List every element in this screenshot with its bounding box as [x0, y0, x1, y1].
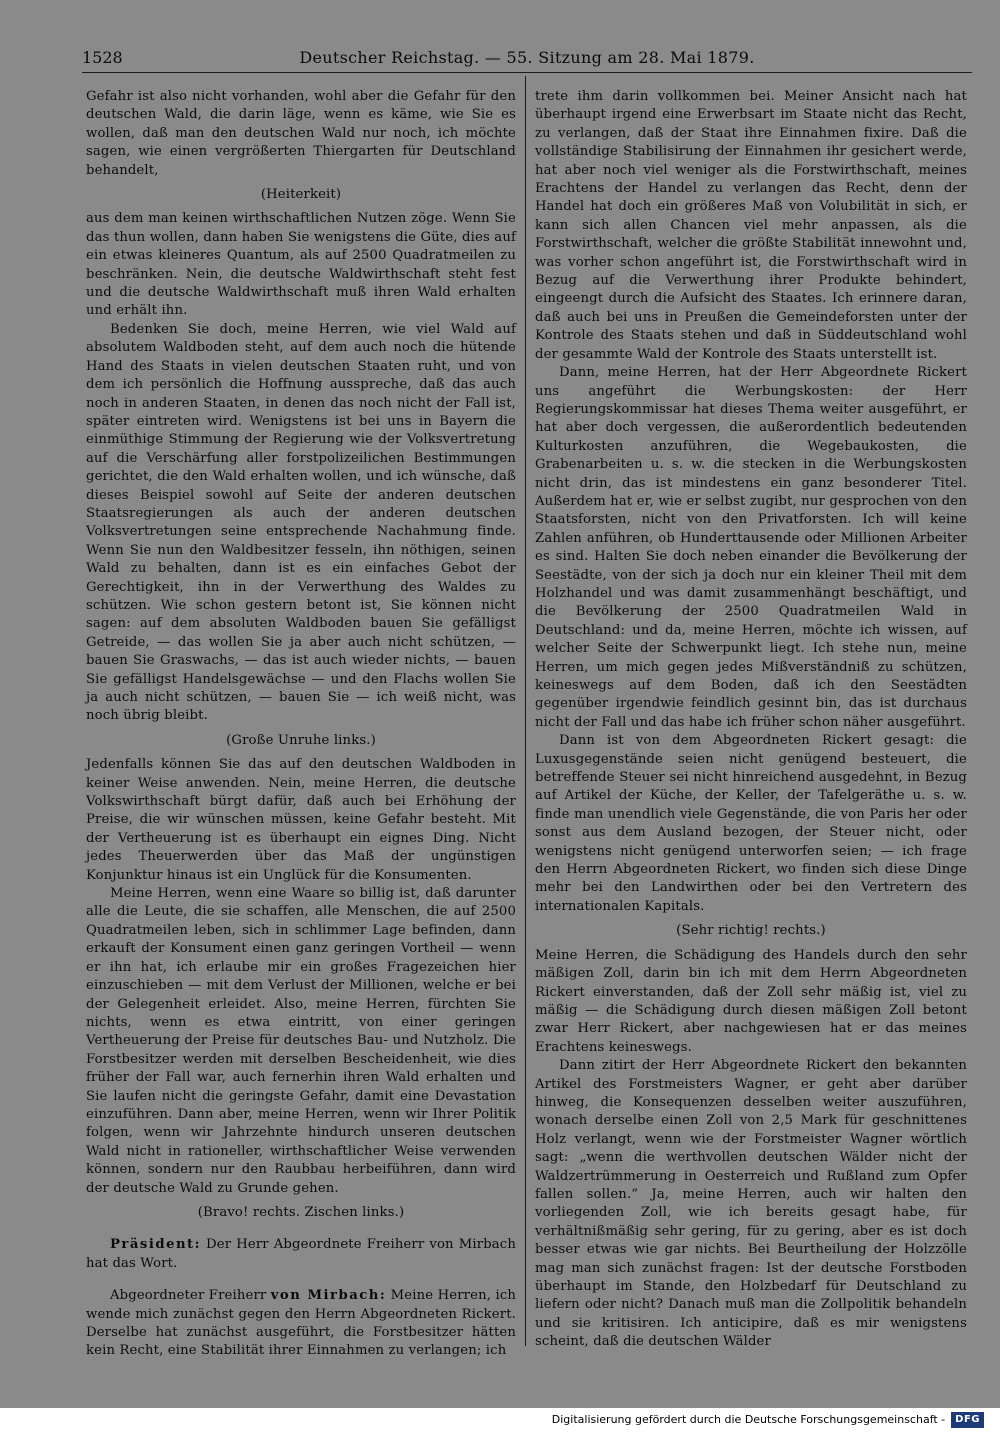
column-divider	[525, 76, 526, 1346]
body-paragraph: Meine Herren, wenn eine Waare so billig ist, daß darunter alle die Leute, die sie schaffen, alle Menschen, die auf 2500 Quadratmeilen leben, sich in schlimmer Lage befinden, dann erkauft der Konsument einen ganz geringen Vortheil — wenn er ihn hat, ich erlaube mir ein großes Fragezeichen hier einzuschieben — mit dem Verlust der Millionen, welche er bei der Gelegenheit erleidet. Also, meine Herren, fürchten Sie nichts, wenn es etwa eintritt, von einer geringen Vertheuerung der Preise für deutsches Bau- und Nutzholz. Die Forstbesitzer werden mit derselben Bescheidenheit, wie dies früher der Fall war, auch fernerhin ihren Wald erhalten und Sie laufen nicht die geringste Gefahr, damit eine Devastation einzuführen. Dann aber, meine Herren, wenn wir Ihrer Politik folgen, wenn wir Jahrzehnte hindurch unseren deutschen Wald nicht in rationeller, wirthschaftlicher Weise verwenden können, sondern nur den Raubbau herbeiführen, dann wird der deutsche Wald zu Grunde gehen.	[86, 886, 516, 1196]
body-paragraph: Gefahr ist also nicht vorhanden, wohl aber die Gefahr für den deutschen Wald, die darin läge, wenn es käme, wie Sie es wollen, daß man den deutschen Wald nur noch, ich möchte sagen, wie einen vergrößerten Thiergarten für Deutschland behandelt,	[86, 89, 516, 178]
body-paragraph: Jedenfalls können Sie das auf den deutschen Waldboden in keiner Weise anwenden. Nein, meine Herren, die deutsche Volkswirthschaft bürgt dafür, daß auch bei Erhöhung der Preise, die wir wünschen müssen, keine Gefahr besteht. Mit der Vertheuerung ist es überhaupt ein eignes Ding. Nicht jedes Theuerwerden über das Maß der ungünstigen Konjunktur hinaus ist ein Unglück für die Konsumenten.	[86, 757, 516, 883]
interjection: (Große Unruhe links.)	[226, 732, 376, 748]
footer-text: Digitalisierung gefördert durch die Deutsche Forschungsgemeinschaft -	[551, 1413, 946, 1426]
interjection: (Heiterkeit)	[260, 187, 342, 203]
body-paragraph: Bedenken Sie doch, meine Herren, wie viel Wald auf absolutem Waldboden steht, auf dem auch noch die hütende Hand des Staats in vielen deutschen Staaten ruht, und von dem ich persönlich die Hoffnung ausspreche, daß das auch noch in anderen Staaten, in denen das noch nicht der Fall ist, später eintreten wird. Wenigstens ist bei uns in Bayern die einmüthige Stimmung der Regierung wie der Volksvertretung auf die Verschärfung aller forstpolizeilichen Bestimmungen gerichtet, die den Wald erhalten wollen, und ich wünsche, daß dieses Beispiel sowohl auf Seite der anderen deutschen Staatsregierungen als auch der anderen deutschen Volksvertretungen seine entsprechende Nachahmung finde. Wenn Sie nun den Waldbesitzer fesseln, ihn nöthigen, seinen Wald zu behalten, dann ist es ein einfaches Gebot der Gerechtigkeit, ihn in der Verwerthung des Waldes zu schützen. Wie schon gestern betont ist, Sie können nicht sagen: auf dem absoluten Waldboden bauen Sie gefälligst Getreide, — das wollen Sie ja aber auch nicht schützen, — bauen Sie Graswachs, — das ist auch wieder nichts, — bauen Sie gefälligst Handelsgewächse — und den Flachs wollen Sie ja auch nicht schützen, — bauen Sie — ich weiß nicht, was noch übrig bleibt.	[86, 321, 516, 724]
body-paragraph: Dann ist von dem Abgeordneten Rickert gesagt: die Luxusgegenstände seien nicht genügend besteuert, die betreffende Steuer sei nicht hinreichend ausgedehnt, in Bezug auf Artikel der Küche, der Keller, der Tafelgeräthe u. s. w. finde man unendlich viele Gegenstände, die von Paris her oder sonst aus dem Ausland bezogen, der Steuer nicht, oder wenigstens nicht genügend unterworfen seien; — ich frage den Herrn Abgeordneten Rickert, wo finden sich diese Dinge mehr bei den Landwirthen oder bei den Vertretern des internationalen Kapitals.	[535, 733, 967, 914]
body-paragraph: trete ihm darin vollkommen bei. Meiner Ansicht nach hat überhaupt irgend eine Erwerbsart im Staate nicht das Recht, zu verlangen, daß der Staat ihre Einnahmen fixire. Daß die vollständige Stabilisirung der Einnahmen ihr gesichert werde, hat aber noch viel weniger als die Forstwirthschaft, meines Erachtens der Handel zu verlangen das Recht, denn der Handel hat doch ein größeres Maß von Volubilität in sich, er kann sich allen Chancen viel mehr anpassen, als die Forstwirthschaft, welcher die größte Stabilität innewohnt und, was vorher schon angeführt ist, die Forstwirthschaft wird in Bezug auf die Verwerthung ihrer Produkte behindert, eingeengt durch die Aufsicht des Staates. Ich erinnere daran, daß auch bei uns in Preußen die Gemeindeforsten unter der Kontrole des Staats stehen und daß in Süddeutschland wohl der gesammte Wald der Kontrole des Staats unterstellt ist.	[535, 89, 967, 362]
header-rule	[82, 72, 972, 73]
speaker-paragraph	[86, 1236, 516, 1273]
speaker-text: Meine Herren, ich wende mich zunächst gegen den Herrn Abgeordneten Rickert. Derselbe hat zunächst ausgeführt, die Forstbesitzer hätten kein Recht, eine Stabilität ihrer Einnahmen zu verlangen; ich	[86, 1288, 516, 1359]
speaker-name: Präsident:	[110, 1237, 202, 1253]
speaker-prefix: Abgeordneter Freiherr	[110, 1288, 271, 1304]
interjection: (Sehr richtig! rechts.)	[676, 923, 826, 939]
speaker-name: von Mirbach:	[270, 1288, 387, 1304]
body-paragraph: Dann, meine Herren, hat der Herr Abgeordnete Rickert uns angeführt die Werbungskosten: der Herr Regierungskommissar hat dieses Thema weiter ausgeführt, er hat aber doch vergessen, die außerordentlich bedeutenden Kulturkosten anzuführen, die Wegebaukosten, die Grabenarbeiten u. s. w. die stecken in die Werbungskosten nicht drin, das ist mindestens ein ganz besonderer Titel. Außerdem hat er, wie er selbst zugibt, nur gesprochen von den Staatsforsten, nicht von den Privatforsten. Ich will keine Zahlen anführen, ob Hunderttausende oder Millionen Arbeiter es sind. Halten Sie doch neben einander die Bevölkerung der Seestädte, von der sich ja doch nur ein kleiner Theil mit dem Holzhandel und was damit zusammenhängt beschäftigt, und die Bevölkerung der 2500 Quadratmeilen Wald in Deutschland: und da, meine Herren, möchte ich wissen, auf welcher Seite der Schwerpunkt liegt. Ich stehe nun, meine Herren, um mich gegen jedes Mißverständniß zu schützen, keineswegs auf dem Boden, daß ich den Seestädten gegenüber irgendwie feindlich gesinnt bin, das ist durchaus nicht der Fall und das habe ich früher schon näher ausgeführt.	[535, 365, 967, 730]
interjection: (Bravo! rechts. Zischen links.)	[197, 1204, 405, 1220]
running-header	[82, 44, 972, 72]
dfg-logo: DFG	[951, 1412, 984, 1428]
header-title: Deutscher Reichstag. — 55. Sitzung am 28. Mai 1879.	[299, 48, 755, 67]
right-column	[535, 88, 967, 1352]
body-paragraph: Dann zitirt der Herr Abgeordnete Rickert den bekannten Artikel des Forstmeisters Wagner, er geht aber darüber hinweg, die Konsequenzen desselben weiter auszuführen, wonach derselbe einen Zoll von 2,5 Mark für geschnittenes Holz verlangt, wenn wie der Forstmeister Wagner wörtlich sagt: „wenn die werthvollen deutschen Wälder nicht der Waldzertrümmerung in Oesterreich und Rußland zum Opfer fallen sollen.“ Ja, meine Herren, auch wir halten den vorliegenden Zoll, wie ich bereits gesagt habe, für verhältnißmäßig sehr gering, für zu gering, aber es ist doch besser etwas wie gar nichts. Bei Beurtheilung der Holzzölle mag man sich zunächst fragen: Ist der deutsche Forstboden überhaupt im Stande, den Holzbedarf für Deutschland zu liefern oder nicht? Danach muß man die Zollpolitik behandeln und sie kritisiren. Ich anticipire, daß es mir wenigstens scheint, daß die deutschen Wälder	[535, 1058, 967, 1350]
left-column	[86, 88, 516, 1361]
page-number: 1528	[82, 48, 123, 67]
speaker-text: Der Herr Abgeordnete Freiherr von Mirbach hat das Wort.	[86, 1237, 516, 1271]
body-paragraph: aus dem man keinen wirthschaftlichen Nutzen zöge. Wenn Sie das thun wollen, dann haben Sie wenigstens die Güte, dies auf ein etwas kleineres Quantum, als auf 2500 Quadratmeilen zu beschränken. Nein, die deutsche Waldwirthschaft steht fest und die deutsche Waldwirthschaft muß ihren Wald erhalten und erhält ihn.	[86, 211, 516, 319]
footer	[544, 1410, 988, 1430]
speaker-paragraph	[86, 1287, 516, 1361]
body-paragraph: Meine Herren, die Schädigung des Handels durch den sehr mäßigen Zoll, darin bin ich mit dem Herrn Abgeordneten Rickert einverstanden, daß der Zoll sehr mäßig ist, viel zu mäßig — die Schädigung durch diesen mäßigen Zoll betont zwar Herr Rickert, aber nachgewiesen hat er das meines Erachtens keineswegs.	[535, 947, 967, 1055]
